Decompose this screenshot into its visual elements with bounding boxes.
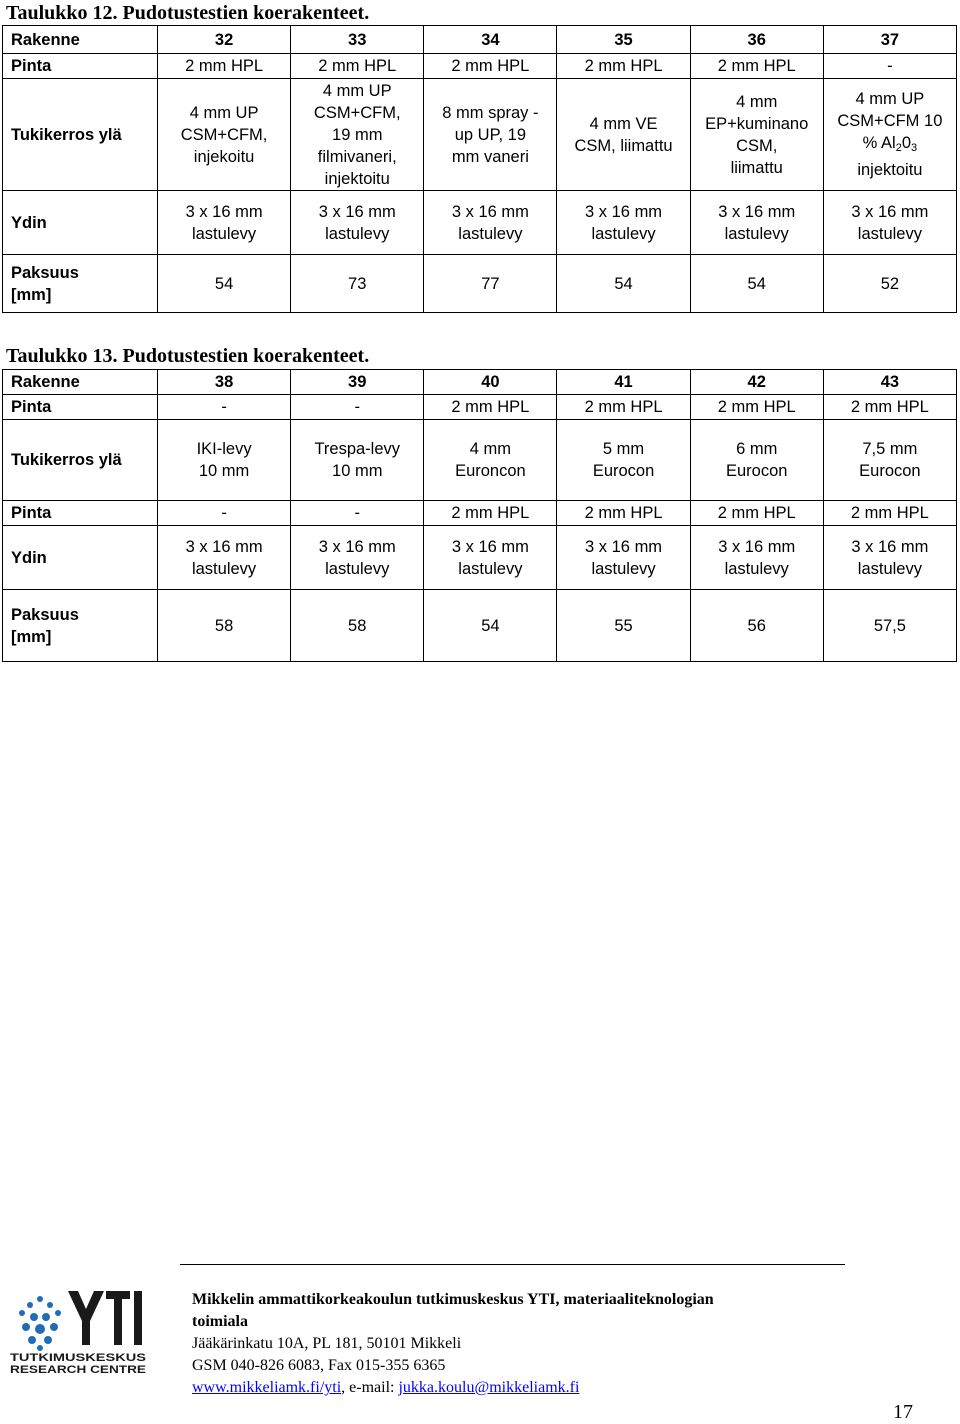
table-cell xyxy=(823,79,956,191)
cell-text: 2 mm HPL xyxy=(318,57,397,75)
table-cell xyxy=(557,590,690,662)
table-cell xyxy=(424,191,557,255)
cell-text: 33 xyxy=(348,30,367,49)
cell-text: 3 x 16 mm lastulevy xyxy=(318,537,396,578)
table-cell xyxy=(823,370,956,395)
cell-text: 40 xyxy=(481,373,500,391)
table-12-caption: Taulukko 12. Pudotustestien koerakenteet. xyxy=(6,2,370,24)
table-row xyxy=(3,191,957,255)
cell-text: 2 mm HPL xyxy=(451,57,530,75)
cell-text: - xyxy=(354,504,360,522)
cell-text: 52 xyxy=(880,274,900,293)
cell-text: 55 xyxy=(614,616,633,635)
table-row xyxy=(3,526,957,590)
table-cell xyxy=(557,420,690,501)
table-cell xyxy=(291,526,424,590)
cell-text: 54 xyxy=(214,274,234,293)
table-cell xyxy=(557,26,690,54)
cell-text: 4 mm EP+kuminano CSM, liimattu xyxy=(705,92,809,177)
table-row xyxy=(3,26,957,54)
table-12 xyxy=(2,25,957,313)
row-label-pinta xyxy=(3,395,158,420)
cell-text: 3 x 16 mm lastulevy xyxy=(851,537,929,578)
cell-text: 8 mm spray - up UP, 19 mm vaneri xyxy=(442,103,539,166)
table-cell xyxy=(291,501,424,526)
table-13-caption: Taulukko 13. Pudotustestien koerakenteet. xyxy=(6,345,370,367)
cell-text: 54 xyxy=(614,274,633,293)
table-13 xyxy=(2,369,957,662)
table-cell xyxy=(158,501,291,526)
row-label-text: Pinta xyxy=(11,57,52,75)
row-label-text: Rakenne xyxy=(11,30,80,49)
table-row xyxy=(3,590,957,662)
cell-text: 3 x 16 mm lastulevy xyxy=(185,202,263,243)
cell-text: 57,5 xyxy=(873,616,906,635)
cell-text: 2 mm HPL xyxy=(717,504,796,522)
cell-text: - xyxy=(887,57,893,75)
cell-text: 4 mm Euroncon xyxy=(455,440,526,480)
cell-text: 3 x 16 mm lastulevy xyxy=(718,202,796,243)
cell-text: 54 xyxy=(481,616,500,635)
cell-text: 3 x 16 mm lastulevy xyxy=(318,202,396,243)
cell-text: 4 mm VE CSM, liimattu xyxy=(574,114,673,155)
row-label-ydin xyxy=(3,191,158,255)
row-label-pinta xyxy=(3,501,158,526)
page-number: 17 xyxy=(893,1401,913,1423)
cell-text: 2 mm HPL xyxy=(451,504,530,522)
table-cell xyxy=(690,526,823,590)
cell-text: 2 mm HPL xyxy=(850,398,929,416)
table-cell xyxy=(158,395,291,420)
table-cell xyxy=(557,54,690,79)
cell-text: 3 x 16 mm lastulevy xyxy=(585,202,663,243)
table-cell xyxy=(424,26,557,54)
table-cell xyxy=(557,255,690,313)
cell-text: - xyxy=(354,398,360,416)
footer-links xyxy=(192,1377,714,1399)
cell-text: 41 xyxy=(614,373,633,391)
table-cell xyxy=(291,79,424,191)
table-cell xyxy=(158,26,291,54)
cell-text: Trespa-levy 10 mm xyxy=(314,440,401,480)
row-label-text: Ydin xyxy=(11,213,47,232)
cell-text: 4 mm UP CSM+CFM 10 % $Al_20_3$ injektoitu xyxy=(837,90,943,179)
cell-text: 3 x 16 mm lastulevy xyxy=(851,202,929,243)
table-cell xyxy=(557,370,690,395)
cell-text: 2 mm HPL xyxy=(185,57,264,75)
row-label-text: Paksuus [mm] xyxy=(11,605,79,646)
cell-text: 56 xyxy=(747,616,766,635)
table-cell xyxy=(424,395,557,420)
row-label-tukikerros-yl xyxy=(3,79,158,191)
cell-text: 2 mm HPL xyxy=(850,504,929,522)
table-cell xyxy=(424,79,557,191)
table-cell xyxy=(291,420,424,501)
cell-text: 7,5 mm Eurocon xyxy=(859,440,921,480)
table-cell xyxy=(690,54,823,79)
cell-text: 2 mm HPL xyxy=(584,398,663,416)
table-cell xyxy=(690,79,823,191)
cell-text: 58 xyxy=(214,616,234,635)
table-cell xyxy=(823,501,956,526)
table-cell xyxy=(823,395,956,420)
logo-emblem-icon xyxy=(19,1296,61,1351)
cell-text: 43 xyxy=(880,373,900,391)
cell-text: 2 mm HPL xyxy=(584,57,663,75)
table-cell xyxy=(557,79,690,191)
footer-org-line-2: toimiala xyxy=(192,1313,248,1330)
table-cell xyxy=(823,420,956,501)
row-label-text: Rakenne xyxy=(11,373,80,391)
cell-text: 3 x 16 mm lastulevy xyxy=(451,537,529,578)
row-label-tukikerros-yl xyxy=(3,420,158,501)
cell-text: 2 mm HPL xyxy=(717,57,796,75)
footer-web-link[interactable]: www.mikkeliamk.fi/yti xyxy=(192,1379,342,1396)
table-cell xyxy=(424,420,557,501)
table-cell xyxy=(557,395,690,420)
table-cell xyxy=(557,191,690,255)
cell-text: 5 mm Eurocon xyxy=(592,440,655,480)
cell-text: 36 xyxy=(747,30,766,49)
table-cell xyxy=(291,255,424,313)
table-cell xyxy=(291,590,424,662)
table-cell xyxy=(424,54,557,79)
table-row xyxy=(3,79,957,191)
cell-text: 4 mm UP CSM+CFM, 19 mm filmivaneri, injektoitu xyxy=(313,81,401,188)
table-row xyxy=(3,420,957,501)
cell-text: 38 xyxy=(214,373,234,391)
table-cell xyxy=(158,526,291,590)
table-row xyxy=(3,255,957,313)
row-label-rakenne xyxy=(3,26,158,54)
table-cell xyxy=(158,370,291,395)
row-label-paksuus xyxy=(3,590,158,662)
footer-phone: GSM 040-826 6083, Fax 015-355 6365 xyxy=(192,1357,446,1374)
cell-text: 35 xyxy=(614,30,633,49)
table-cell xyxy=(690,590,823,662)
row-label-rakenne xyxy=(3,370,158,395)
cell-text: 32 xyxy=(214,30,234,49)
yti-logo xyxy=(8,1285,148,1375)
table-cell xyxy=(291,26,424,54)
table-cell xyxy=(291,191,424,255)
table-cell xyxy=(823,255,956,313)
logo-yti-mark xyxy=(68,1291,142,1345)
cell-text: - xyxy=(221,504,227,522)
row-label-text: Ydin xyxy=(11,548,47,567)
table-cell xyxy=(158,54,291,79)
table-row xyxy=(3,54,957,79)
cell-text: 54 xyxy=(747,274,766,293)
table-cell xyxy=(424,526,557,590)
table-cell xyxy=(158,420,291,501)
table-cell xyxy=(823,54,956,79)
footer-org-line-1: Mikkelin ammattikorkeakoulun tutkimuskeskus YTI, materiaaliteknologian xyxy=(192,1291,714,1308)
table-cell xyxy=(690,26,823,54)
cell-text: 42 xyxy=(747,373,766,391)
cell-text: 2 mm HPL xyxy=(717,398,796,416)
table-row xyxy=(3,395,957,420)
table-cell xyxy=(823,590,956,662)
table-cell xyxy=(823,26,956,54)
table-cell xyxy=(158,590,291,662)
logo-line-2: RESEARCH CENTRE xyxy=(10,1364,146,1375)
cell-text: 58 xyxy=(348,616,367,635)
cell-text: 34 xyxy=(481,30,500,49)
cell-text: 3 x 16 mm lastulevy xyxy=(718,537,796,578)
table-cell xyxy=(690,191,823,255)
footer-email-link[interactable]: jukka.koulu@mikkeliamk.fi xyxy=(398,1379,580,1396)
table-cell xyxy=(158,191,291,255)
row-label-text: Pinta xyxy=(11,398,52,416)
row-label-ydin xyxy=(3,526,158,590)
row-label-text: Tukikerros ylä xyxy=(11,451,122,469)
table-cell xyxy=(690,370,823,395)
cell-text: 3 x 16 mm lastulevy xyxy=(585,537,663,578)
cell-text: 2 mm HPL xyxy=(584,504,663,522)
table-cell xyxy=(823,191,956,255)
logo-line-1: TUTKIMUSKESKUS xyxy=(10,1352,146,1364)
row-label-text: Pinta xyxy=(11,504,52,522)
table-cell xyxy=(424,370,557,395)
table-cell xyxy=(424,501,557,526)
footer-contact xyxy=(192,1289,714,1399)
table-cell xyxy=(557,501,690,526)
cell-text: 2 mm HPL xyxy=(451,398,530,416)
table-cell xyxy=(823,526,956,590)
footer-address: Jääkärinkatu 10A, PL 181, 50101 Mikkeli xyxy=(192,1335,462,1352)
table-cell xyxy=(690,255,823,313)
row-label-text: Tukikerros ylä xyxy=(11,125,122,144)
cell-text: - xyxy=(221,398,227,416)
cell-text: 6 mm Eurocon xyxy=(725,440,788,480)
cell-text: 39 xyxy=(348,373,367,391)
row-label-text: Paksuus [mm] xyxy=(11,263,79,304)
cell-text: 3 x 16 mm lastulevy xyxy=(451,202,529,243)
footer-rule xyxy=(180,1264,845,1265)
table-cell xyxy=(291,395,424,420)
table-cell xyxy=(424,255,557,313)
table-cell xyxy=(557,526,690,590)
table-cell xyxy=(158,255,291,313)
table-cell xyxy=(690,501,823,526)
table-cell xyxy=(690,395,823,420)
table-cell xyxy=(291,54,424,79)
table-cell xyxy=(690,420,823,501)
table-cell xyxy=(291,370,424,395)
cell-text: 3 x 16 mm lastulevy xyxy=(185,537,263,578)
table-row xyxy=(3,370,957,395)
footer-email-label: , e-mail: xyxy=(341,1379,399,1396)
table-cell xyxy=(158,79,291,191)
cell-text: 4 mm UP CSM+CFM, injekoitu xyxy=(180,103,268,166)
table-row xyxy=(3,501,957,526)
cell-text: IKI-levy 10 mm xyxy=(196,440,252,480)
row-label-pinta xyxy=(3,54,158,79)
cell-text: 37 xyxy=(880,30,900,49)
row-label-paksuus xyxy=(3,255,158,313)
cell-text: 73 xyxy=(348,274,367,293)
cell-text: 77 xyxy=(481,274,500,293)
table-cell xyxy=(424,590,557,662)
